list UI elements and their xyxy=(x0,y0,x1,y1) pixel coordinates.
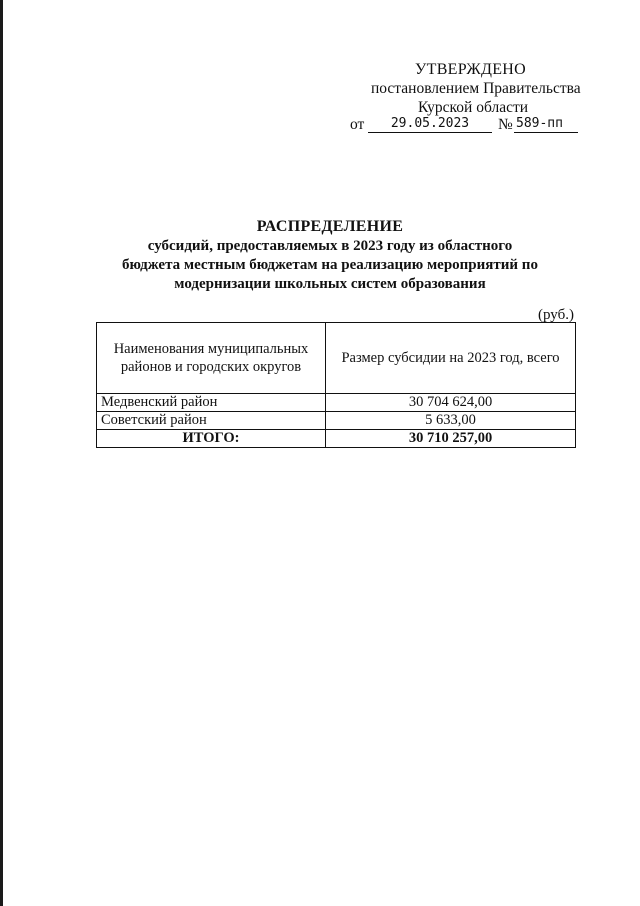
total-amount: 30 710 257,00 xyxy=(326,430,576,448)
header-municipality: Наименования муниципальных районов и городских округов xyxy=(97,323,326,394)
number-prefix: № xyxy=(498,116,513,133)
table-row xyxy=(97,412,576,430)
row-municipality-name: Медвенский район xyxy=(97,394,326,412)
row-municipality-name: Советский район xyxy=(97,412,326,430)
total-row xyxy=(97,430,576,448)
subtitle-line-1: субсидий, предоставляемых в 2023 году из областного xyxy=(147,238,513,254)
document-title: РАСПРЕДЕЛЕНИЕ xyxy=(256,218,404,235)
region-line: Курской области xyxy=(418,99,529,116)
document-heading xyxy=(80,217,580,294)
row-subsidy-amount: 30 704 624,00 xyxy=(326,394,576,412)
decree-number: 589-пп xyxy=(514,115,578,133)
table-row xyxy=(97,394,576,412)
row-subsidy-amount: 5 633,00 xyxy=(326,412,576,430)
subtitle-line-3: модернизации школьных систем образования xyxy=(174,276,486,292)
table-header-row xyxy=(97,323,576,394)
distribution-table xyxy=(96,322,576,448)
decree-line: постановлением Правительства xyxy=(371,80,581,97)
approved-label: УТВЕРЖДЕНО xyxy=(415,61,527,78)
page-edge-shadow xyxy=(0,0,3,906)
decree-date: 29.05.2023 xyxy=(368,115,492,133)
units-label: (руб.) xyxy=(538,307,574,323)
total-label: ИТОГО: xyxy=(97,430,326,448)
header-subsidy-amount: Размер субсидии на 2023 год, всего xyxy=(326,323,576,394)
date-prefix: от xyxy=(350,116,365,133)
subtitle-line-2: бюджета местным бюджетам на реализацию мероприятий по xyxy=(122,257,538,273)
